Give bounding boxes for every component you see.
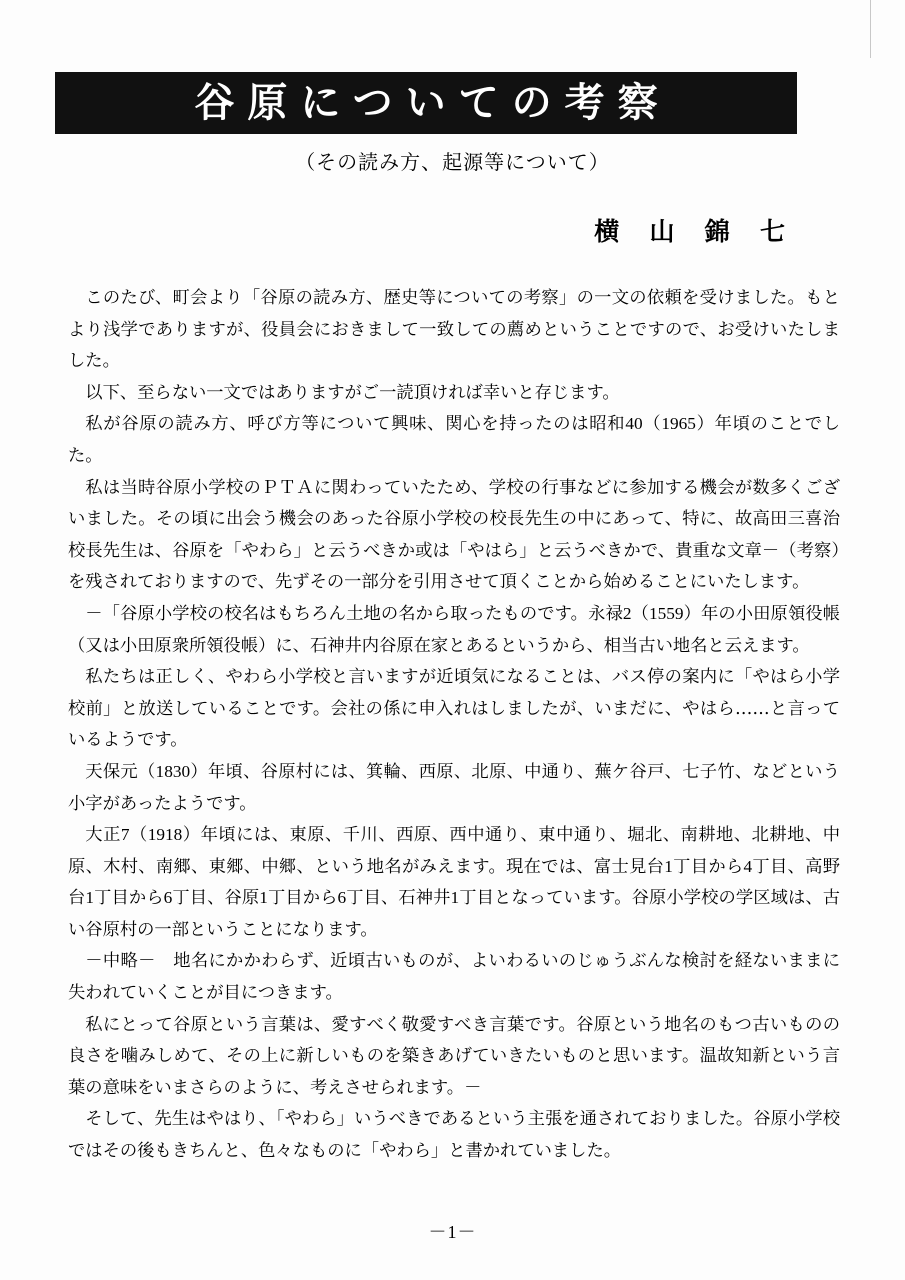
paragraph: 以下、至らない一文ではありますがご一読頂ければ幸いと存じます。 [85, 382, 620, 402]
paragraph: 天保元（1830）年頃、谷原村には、箕輪、西原、北原、中通り、蕪ケ谷戸、七子竹、などという小字があったようです。 [68, 761, 840, 813]
paragraph: 私が谷原の読み方、呼び方等について興味、関心を持ったのは昭和40（1965）年頃のことでした。 [68, 414, 840, 465]
page-subtitle: （その読み方、起源等について） [295, 152, 610, 174]
paragraph: 大正7（1918）年頃には、東原、千川、西原、西中通り、東中通り、堀北、南耕地、北耕地、中原、木村、南郷、東郷、中郷、という地名がみえます。現在では、富士見台1丁目から4丁目、高野台1丁目から6丁目、谷原1丁目から6丁目、石神井1丁目となっています。谷原小学校の学区域は、古い谷原村の一部ということになります。 [68, 825, 840, 939]
body-text [68, 282, 840, 1167]
paragraph: 私たちは正しく、やわら小学校と言いますが近頃気になることは、バス停の案内に「やはら小学校前」と放送していることです。会社の係に申入れはしましたが、いまだに、やはら‥‥‥と言っているようです。 [68, 667, 840, 750]
paragraph: －「谷原小学校の校名はもちろん土地の名から取ったものです。永禄2（1559）年の小田原領役帳（又は小田原衆所領役帳）に、石神井内谷原在家とあるというから、相当古い地名と云えます。 [68, 603, 840, 655]
paragraph: 私は当時谷原小学校のＰＴＡに関わっていたため、学校の行事などに参加する機会が数多くございました。その頃に出会う機会のあった谷原小学校の校長先生の中にあって、特に、故高田三喜治校長先生は、谷原を「やわら」と云うべきか或は「やはら」と云うべきかで、貴重な文章－（考察）を残されておりますので、先ずその一部分を引用させて頂くことから始めることにいたします。 [68, 477, 840, 592]
title-banner [55, 72, 797, 134]
page-number: －1－ [428, 1222, 477, 1242]
page-title: 谷原についての考察 [194, 80, 671, 126]
paragraph: このたび、町会より「谷原の読み方、歴史等についての考察」の一文の依頼を受けました。もとより浅学でありますが、役員会におきまして一致しての薦めということですので、お受けいたしました。 [68, 288, 840, 371]
paragraph: そして、先生はやはり、「やわら」いうべきであるという主張を通されておりました。谷原小学校ではその後もきちんと、色々なものに「やわら」と書かれていました。 [68, 1109, 840, 1161]
paragraph: 私にとって谷原という言葉は、愛すべく敬愛すべき言葉です。谷原という地名のもつ古いものの良さを噛みしめて、その上に新しいものを築きあげていきたいものと思います。温故知新という言葉の意味をいまさらのように、考えさせられます。－ [68, 1014, 840, 1097]
paragraph: －中略－ 地名にかかわらず、近頃古いものが、よいわるいのじゅうぶんな検討を経ないままに失われていくことが目につきます。 [68, 951, 840, 1003]
scan-edge-artifact [870, 0, 871, 58]
author-name: 横 山 錦 七 [594, 219, 797, 246]
